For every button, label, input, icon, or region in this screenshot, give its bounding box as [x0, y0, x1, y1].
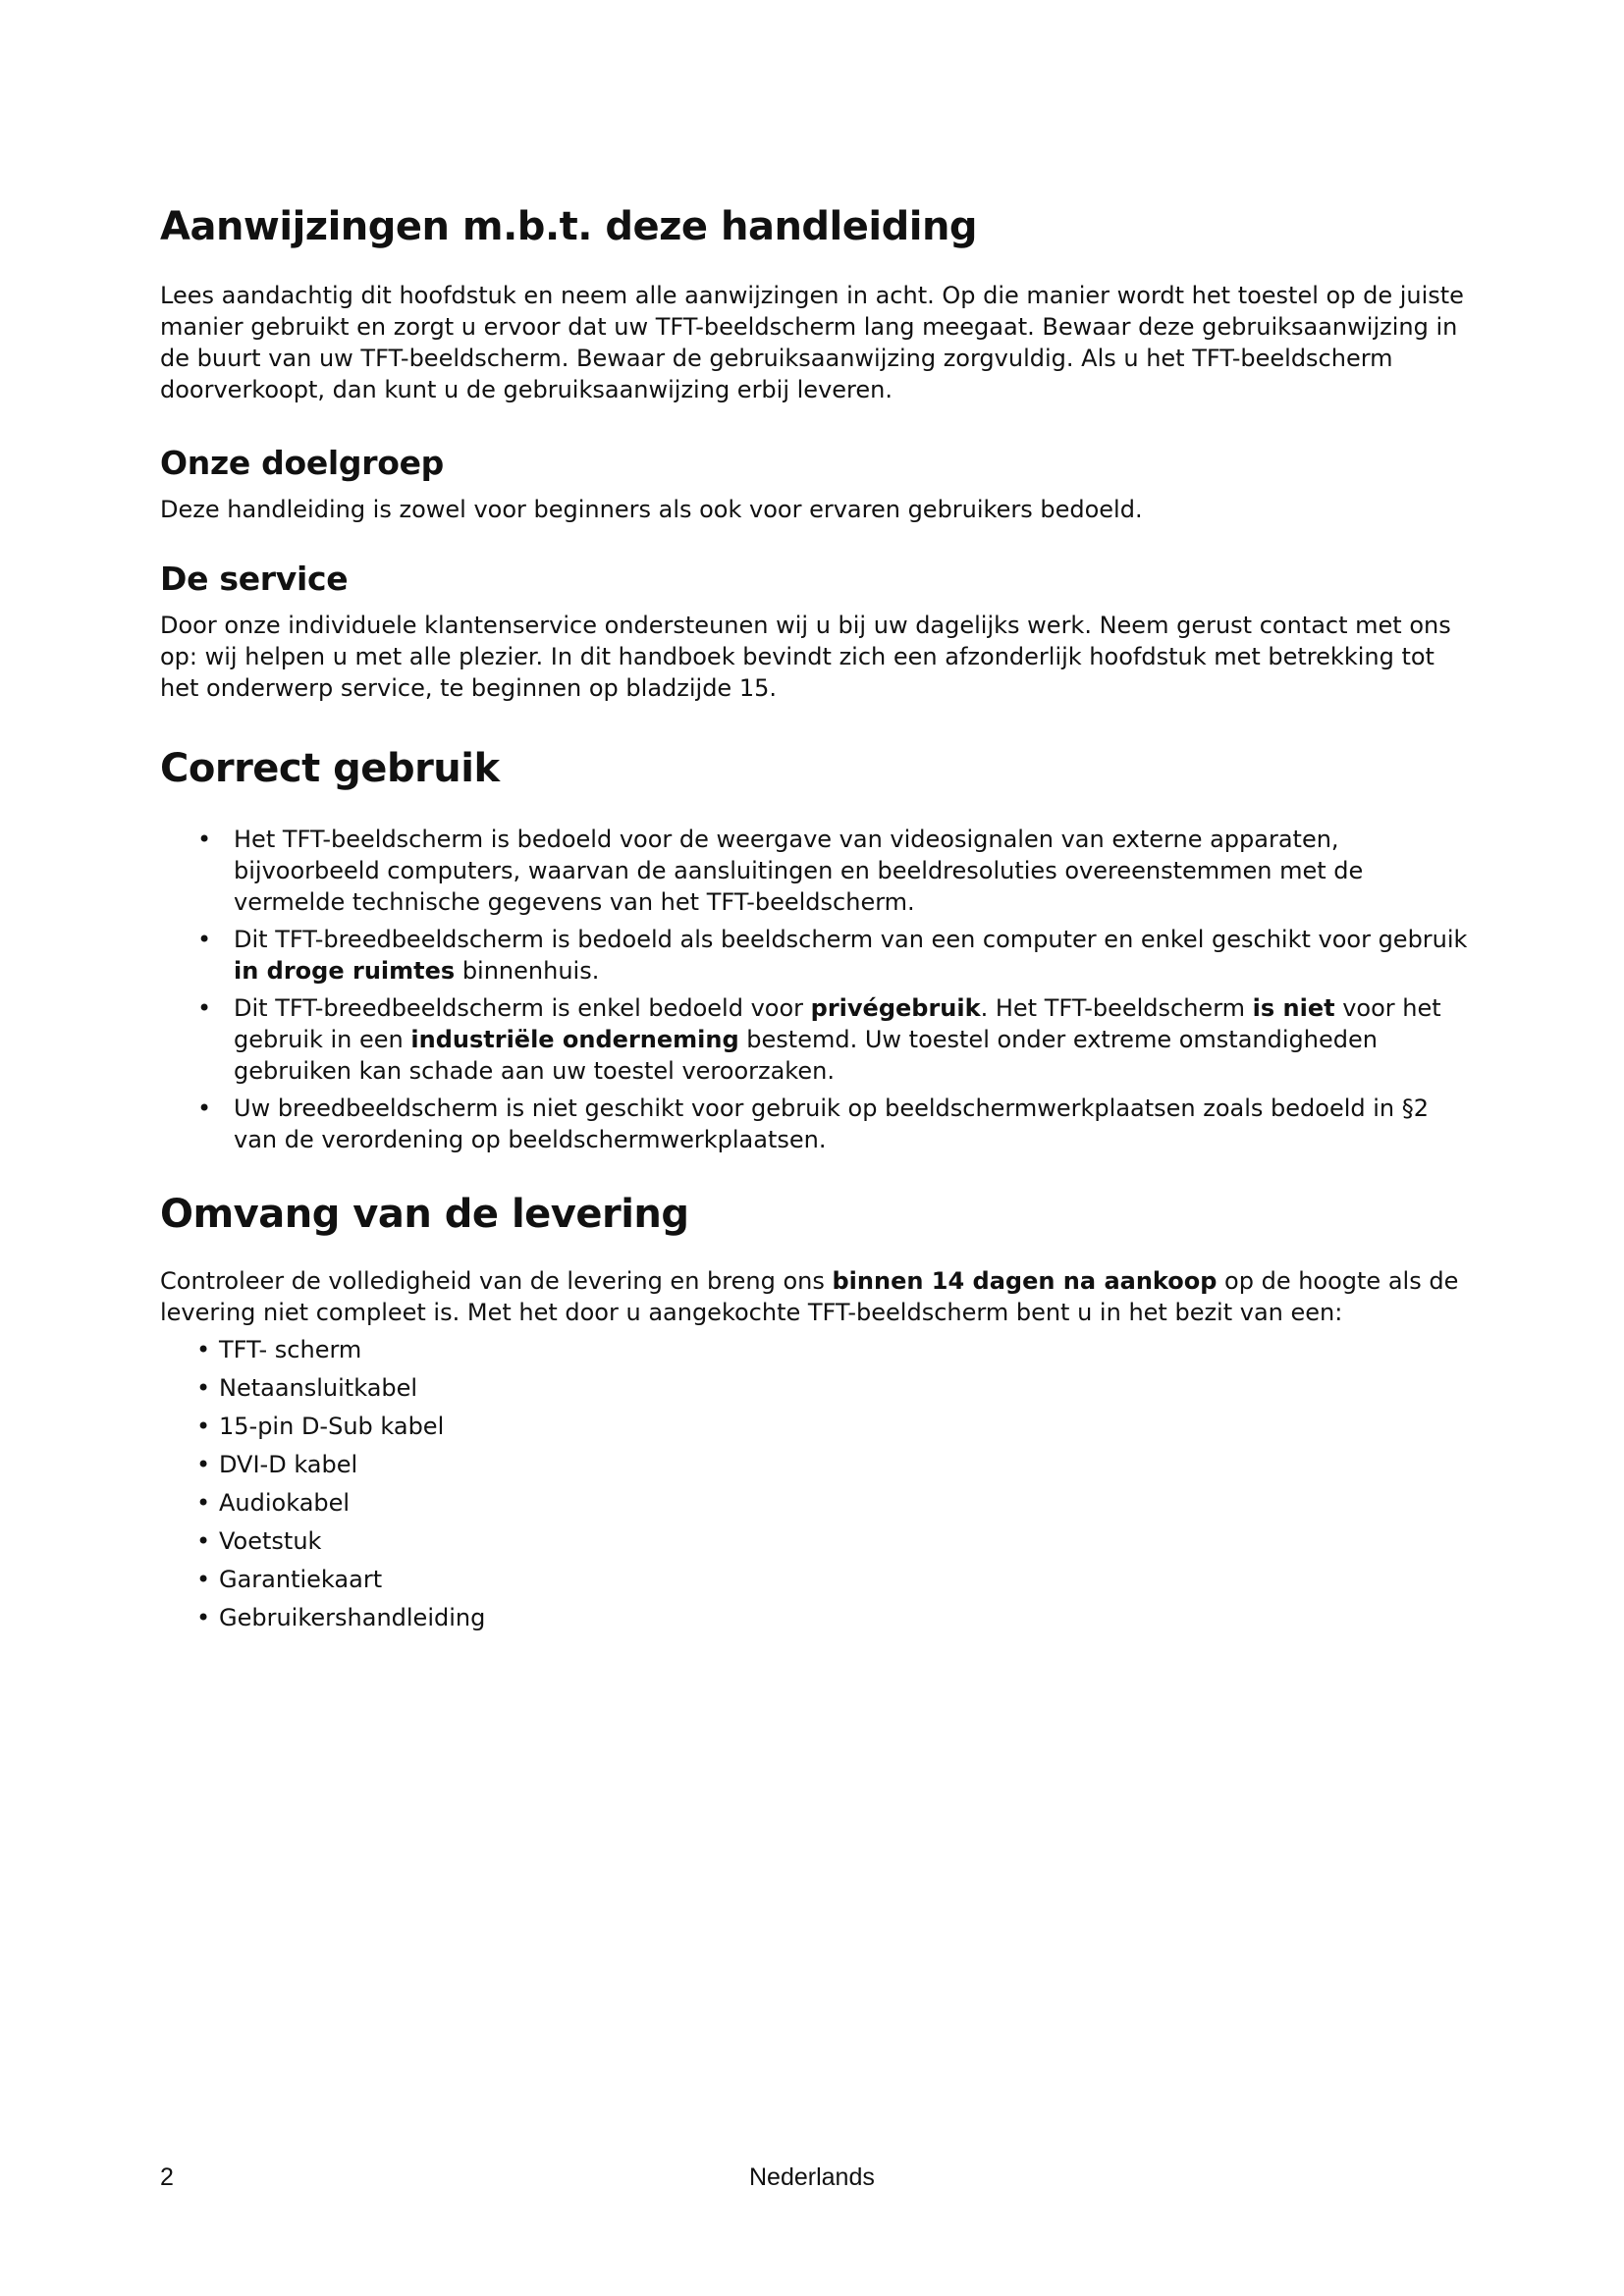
- list-item: • TFT- scherm: [196, 1336, 362, 1363]
- bullet-icon: •: [196, 1489, 211, 1517]
- page-content: [160, 201, 1472, 1640]
- list-item: • Dit TFT-breedbeeldscherm is bedoeld als beeldscherm van een computer en enkel geschikt voor gebruik in droge ruimtes binnenhuis.: [197, 926, 1468, 985]
- section-title-omvang-levering: Omvang van de levering: [160, 1192, 689, 1237]
- bullet-icon: •: [197, 926, 212, 953]
- bullet-icon: •: [196, 1336, 211, 1363]
- section-body-service: Door onze individuele klantenservice ondersteunen wij u bij uw dagelijks werk. Neem gerust contact met ons op: wij helpen u met alle plezier. In dit handboek bevindt zich een afzonderlijk hoofdstuk met betrekking tot het onderwerp service, te beginnen op bladzijde 15.: [160, 612, 1451, 702]
- list-item: • DVI-D kabel: [196, 1451, 358, 1478]
- section-title-service: De service: [160, 560, 349, 598]
- bullet-icon: •: [197, 1095, 212, 1122]
- bullet-icon: •: [196, 1566, 211, 1593]
- section-title-aanwijzingen: Aanwijzingen m.b.t. deze handleiding: [160, 204, 978, 249]
- bullet-icon: •: [197, 826, 212, 853]
- bullet-icon: •: [197, 994, 212, 1022]
- list-item: • Voetstuk: [196, 1527, 322, 1555]
- footer-language: Nederlands: [749, 2163, 875, 2191]
- bullet-icon: •: [196, 1604, 211, 1631]
- list-item: • Dit TFT-breedbeeldscherm is enkel bedoeld voor privégebruik. Het TFT-beeldscherm is niet voor het gebruik in een industriële onderneming bestemd. Uw toestel onder extreme omstandigheden gebruiken kan schade aan uw toestel veroorzaken.: [197, 994, 1441, 1085]
- list-item: • Garantiekaart: [196, 1566, 383, 1593]
- correct-gebruik-list: [160, 824, 1472, 1155]
- list-item: • Netaansluitkabel: [196, 1374, 418, 1402]
- list-item: • Audiokabel: [196, 1489, 351, 1517]
- list-item: • Het TFT-beeldscherm is bedoeld voor de weergave van videosignalen van externe apparaten, bijvoorbeeld computers, waarvan de aansluitingen en beeldresoluties overeenstemmen met de vermelde technische gegevens van het TFT-beeldscherm.: [197, 826, 1364, 916]
- section-title-correct-gebruik: Correct gebruik: [160, 746, 500, 791]
- list-item: • 15-pin D-Sub kabel: [196, 1413, 445, 1440]
- levering-list: [160, 1334, 1472, 1633]
- page-number: 2: [160, 2163, 174, 2191]
- bullet-icon: •: [196, 1374, 211, 1402]
- section-body-omvang-levering: Controleer de volledigheid van de levering en breng ons binnen 14 dagen na aankoop op de hoogte als de levering niet compleet is. Met het door u aangekochte TFT-beeldscherm bent u in het bezit van een:: [160, 1267, 1459, 1326]
- section-body-aanwijzingen: Lees aandachtig dit hoofdstuk en neem alle aanwijzingen in acht. Op die manier wordt het toestel op de juiste manier gebruikt en zorgt u ervoor dat uw TFT-beeldscherm lang meegaat. Bewaar deze gebruiksaanwijzing in de buurt van uw TFT-beeldscherm. Bewaar de gebruiksaanwijzing zorgvuldig. Als u het TFT-beeldscherm doorverkoopt, dan kunt u de gebruiksaanwijzing erbij leveren.: [160, 282, 1464, 403]
- bullet-icon: •: [196, 1451, 211, 1478]
- list-item: • Uw breedbeeldscherm is niet geschikt voor gebruik op beeldschermwerkplaatsen zoals bedoeld in §2 van de verordening op beeldschermwerkplaatsen.: [197, 1095, 1430, 1153]
- bullet-icon: •: [196, 1413, 211, 1440]
- section-title-doelgroep: Onze doelgroep: [160, 444, 444, 482]
- section-body-doelgroep: Deze handleiding is zowel voor beginners als ook voor ervaren gebruikers bedoeld.: [160, 496, 1143, 523]
- list-item: • Gebruikershandleiding: [196, 1604, 486, 1631]
- bullet-icon: •: [196, 1527, 211, 1555]
